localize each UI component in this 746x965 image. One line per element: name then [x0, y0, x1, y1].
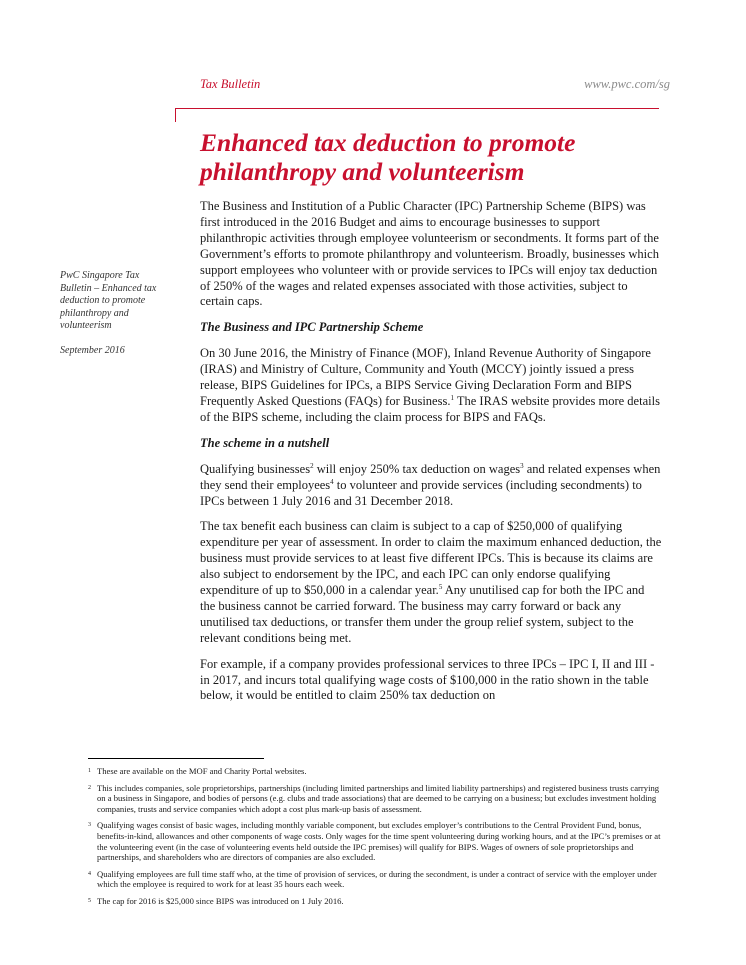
main-content — [200, 199, 662, 714]
footnote — [88, 766, 668, 777]
header-website[interactable]: www.pwc.com/sg — [584, 77, 670, 91]
footnote-number: 3 — [88, 822, 91, 829]
text-run: The tax benefit each business can claim is subject to a cap of $250,000 of qualifying expenditure per year of assessment. In order to claim the maximum enhanced deduction, the business must provide services to at least five different IPCs. This is because its claims are also subject to endorsement by the IPC, and each IPC can only endorse qualifying expenditure of up to $50,000 in a calendar year. — [200, 519, 662, 598]
footnote-text: These are available on the MOF and Charity Portal websites. — [97, 766, 307, 776]
footnote-number: 2 — [88, 784, 91, 791]
text-run: Any unutilised cap for both the IPC and the business cannot be carried forward. The business may carry forward or back any unutilised tax deductions, or transfer them under the group relief system, subject to the relevant conditions being met. — [200, 583, 645, 645]
footnote-text: Qualifying wages consist of basic wages, including monthly variable component, but excludes employer’s contributions to the Central Provident Fund, bonus, benefits-in-kind, allowances and other components of wage costs. Only wages for the time spent volunteering during working hours, and at the IPC’s premises or at the volunteering event (in the case of volunteering events held outside the IPC premises) will qualify for BIPS. Wages of owners of sole proprietorships and partnerships, and shareholders who are directors of companies are also excluded. — [97, 820, 661, 863]
footnote — [88, 869, 668, 890]
footnote-number: 1 — [88, 768, 91, 774]
paragraph-tax-cap — [200, 519, 662, 646]
footnote-text: Qualifying employees are full time staff who, at the time of provision of services, or during the secondment, is under a contract of service with the employer under which the employee is required to work for at least 35 hours each week. — [97, 868, 657, 890]
footnote — [88, 783, 668, 815]
paragraph-press-release — [200, 346, 662, 426]
header-publication: Tax Bulletin — [200, 77, 261, 91]
footnote — [88, 820, 668, 862]
footnote-number: 5 — [88, 897, 91, 904]
footnotes — [88, 766, 668, 913]
intro-paragraph: The Business and Institution of a Public Character (IPC) Partnership Scheme (BIPS) was first introduced in the 2016 Budget and aims to encourage businesses to support philanthropic activities through employee volunteerism or secondments. It forms part of the Government’s efforts to promote philanthropy and volunteerism. Broadly, businesses which support employees who volunteer with or provide services to IPCs will enjoy tax deduction of 250% of the wages and related expenses associated with those activities, subject to certain caps. — [200, 199, 659, 309]
footnote-text: The cap for 2016 is $25,000 since BIPS was introduced on 1 July 2016. — [97, 895, 344, 906]
text-run: Qualifying businesses — [200, 461, 311, 476]
header-rule — [175, 108, 659, 109]
text-run: On 30 June 2016, the Ministry of Finance (MOF), Inland Revenue Authority of Singapore (IRAS) and Ministry of Culture, Community and Youth (MCCY) jointly issued a press release, BIPS Guidelines for IPCs, a BIPS Service Giving Declaration Form and BIPS Frequently Asked Questions (FAQs) for Business. — [200, 346, 651, 408]
text-run: to volunteer and provide services (including secondments) to IPCs between 1 July 2016 and 31 December 2018. — [200, 477, 642, 508]
section-heading-bips: The Business and IPC Partnership Scheme — [200, 320, 424, 335]
text-run: will enjoy 250% tax deduction on wages — [313, 461, 521, 476]
footnote-ref[interactable]: 4 — [330, 477, 334, 486]
text-run: The IRAS website provides more details of the BIPS scheme, including the claim process for BIPS and FAQs. — [200, 393, 660, 424]
footnote-ref[interactable]: 1 — [450, 393, 454, 402]
sidebar-date: September 2016 — [60, 344, 125, 356]
footnote — [88, 896, 668, 907]
text-run: and related expenses when they send their employees — [200, 461, 661, 492]
footnote-ref[interactable]: 5 — [438, 582, 443, 591]
footnote-number: 4 — [88, 870, 91, 877]
footnote-separator — [88, 758, 264, 759]
header-rule-tick — [175, 108, 176, 122]
sidebar-bulletin-name: PwC Singapore Tax Bulletin – Enhanced tax deduction to promote philanthropy and volunteerism — [60, 270, 157, 332]
sidebar — [60, 270, 170, 358]
footnote-ref[interactable]: 2 — [310, 461, 314, 470]
section-heading-nutshell: The scheme in a nutshell — [200, 435, 330, 450]
paragraph-example: For example, if a company provides professional services to three IPCs – IPC I, II and III - in 2017, and incurs total qualifying wage costs of $100,000 in the ratio shown in the table below, it would be entitled to claim 250% tax deduction on — [200, 656, 655, 703]
page-title: Enhanced tax deduction to promote philanthropy and volunteerism — [200, 128, 576, 186]
footnote-text: This includes companies, sole proprietorships, partnerships (including limited partnerships and limited liability partnerships) and registered business trusts carrying on a business in Singapore, and bodies of persons (e.g. clubs and trade associations) that are deemed to be carrying on a business; but excludes investment holding companies, trusts and service companies which adopt a cost plus mark-up basis of assessment. — [97, 782, 660, 814]
paragraph-qualifying — [200, 462, 662, 510]
footnote-ref[interactable]: 3 — [520, 461, 524, 470]
